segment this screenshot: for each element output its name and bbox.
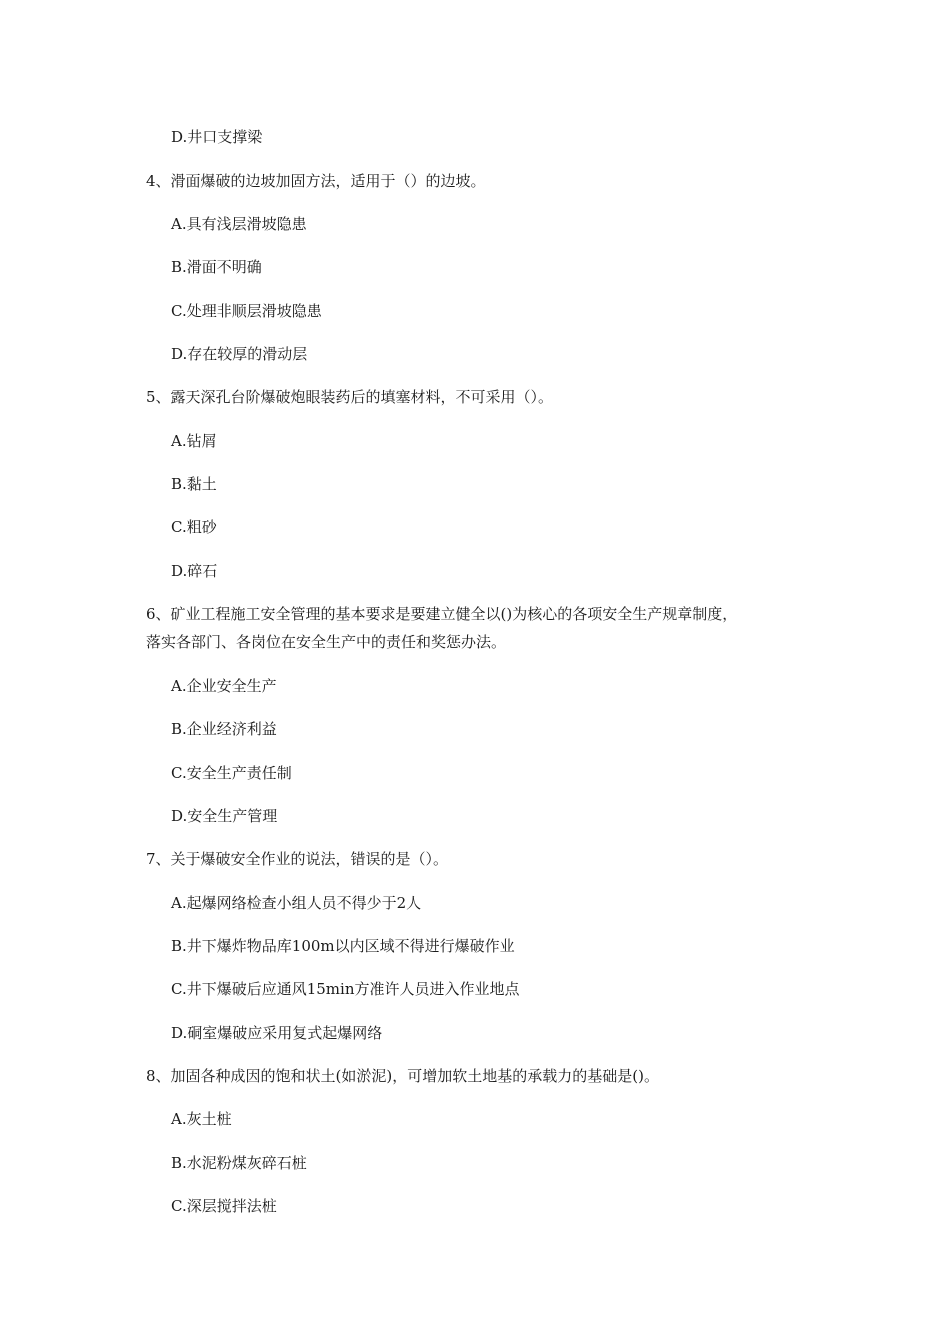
option-6b: B.企业经济利益 xyxy=(171,720,277,738)
option-6c: C.安全生产责任制 xyxy=(171,764,292,782)
question-6: 6、矿业工程施工安全管理的基本要求是要建立健全以()为核心的各项安全生产规章制度， xyxy=(146,605,738,623)
option-8a: A.灰土桩 xyxy=(171,1110,232,1128)
option-5d: D.碎石 xyxy=(171,562,218,580)
option-3d: D.井口支撑梁 xyxy=(171,128,263,146)
option-4a: A.具有浅层滑坡隐患 xyxy=(171,215,307,233)
option-4c: C.处理非顺层滑坡隐患 xyxy=(171,302,322,320)
option-5c: C.粗砂 xyxy=(171,518,217,536)
question-7: 7、关于爆破安全作业的说法，错误的是（）。 xyxy=(146,850,449,868)
question-8: 8、加固各种成因的饱和状土(如淤泥)，可增加软土地基的承载力的基础是()。 xyxy=(146,1067,659,1085)
option-8c: C.深层搅拌法桩 xyxy=(171,1197,277,1215)
option-4d: D.存在较厚的滑动层 xyxy=(171,345,308,363)
option-5a: A.钻屑 xyxy=(171,432,217,450)
option-4b: B.滑面不明确 xyxy=(171,258,262,276)
question-5: 5、露天深孔台阶爆破炮眼装药后的填塞材料，不可采用（）。 xyxy=(146,388,554,406)
option-7c: C.井下爆破后应通风15min方准许人员进入作业地点 xyxy=(171,980,520,998)
option-8b: B.水泥粉煤灰碎石桩 xyxy=(171,1154,307,1172)
option-6a: A.企业安全生产 xyxy=(171,677,277,695)
option-5b: B.黏土 xyxy=(171,475,217,493)
option-6d: D.安全生产管理 xyxy=(171,807,278,825)
question-6-continued: 落实各部门、各岗位在安全生产中的责任和奖惩办法。 xyxy=(146,633,507,651)
option-7d: D.硐室爆破应采用复式起爆网络 xyxy=(171,1024,383,1042)
option-7a: A.起爆网络检查小组人员不得少于2人 xyxy=(171,894,422,912)
question-4: 4、滑面爆破的边坡加固方法，适用于（）的边坡。 xyxy=(146,172,486,190)
option-7b: B.井下爆炸物品库100m以内区域不得进行爆破作业 xyxy=(171,937,515,955)
